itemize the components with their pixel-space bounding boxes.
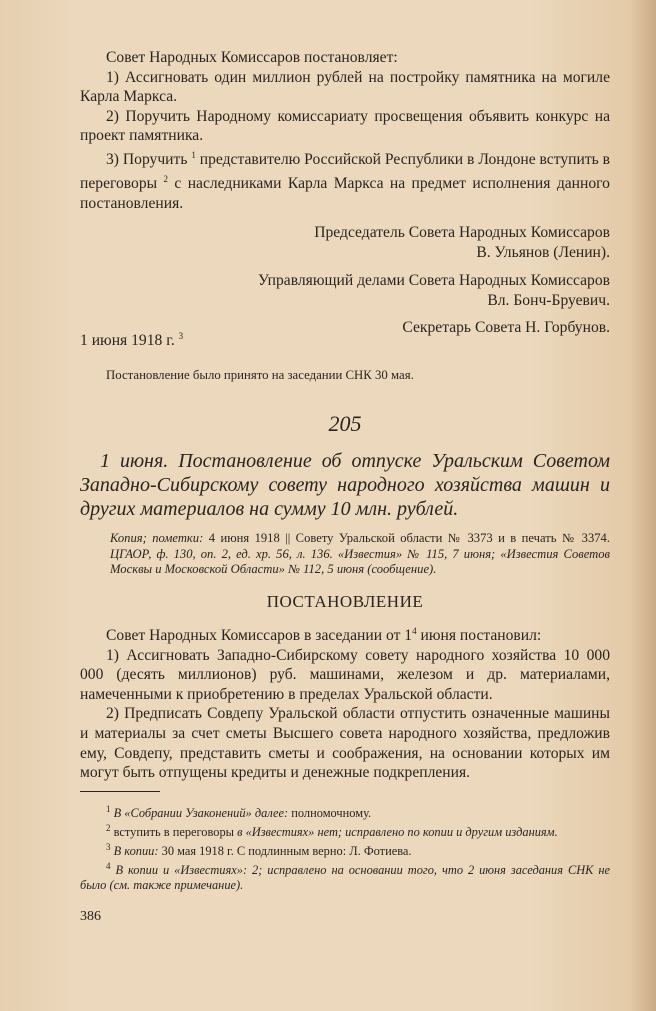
footnote-divider [80,791,160,792]
footnote-ref-3: 3 [178,331,184,342]
resolution-item-2: 2) Поручить Народному комиссариату просвещения объявить конкурс на проект памятника. [80,107,610,145]
source-marks: 4 июня 1918 || Совету Уральской области № 3373 и в печать № 3374. [208,531,610,546]
decree-intro-a: Совет Народных Комиссаров в заседании от 1 [106,627,413,644]
footnote-4 [80,859,610,893]
page-content [80,48,610,925]
decree-item-2: 2) Предписать Совдепу Уральской области отпустить означенные машины и материалы за счет сметы Высшего совета народного хозяйства, предложив ему, Совдепу, представить сметы и соображения, на основании которых им могут быть отпущены кредиты и денежные подкрепления. [80,705,610,782]
footnote-4-num: 4 [106,861,111,872]
decree-intro [80,622,610,646]
section-heading: ПОСТАНОВЛЕНИЕ [266,591,424,611]
footnote-3-num: 3 [106,842,111,852]
footnote-ref-2: 2 [163,173,169,184]
chair-title: Председатель Совета Народных Комиссаров [314,224,610,242]
item3-part-a: 3) Поручить [106,151,188,169]
footnote-4-italic: В копии и «Известиях»: 2; исправлено на основании того, что 2 июня заседания СНК не было (см. также примечание). [80,863,610,893]
footnote-3 [80,840,610,859]
source-label: Копия; пометки: [110,531,204,546]
footnote-1-text: полномочному. [291,805,372,820]
secretary: Секретарь Совета Н. Горбунов. [402,319,610,337]
resolution-intro: Совет Народных Комиссаров постановляет: [106,49,398,66]
decree-item-1: 1) Ассигновать Западно-Сибирскому совету народного хозяйства 10 000 000 (десять миллионов) руб. машинами, железом и др. материалами, намеченными к приобретению в пределах Уральской области. [80,646,610,703]
date-secretary-line [80,319,610,350]
date [80,319,183,350]
footnote-1-italic: В «Собрании Узаконений» далее: [113,805,289,820]
item3-part-b: представителю Российской Республики в Лондоне вступить в переговоры [80,151,611,192]
footnote-1-num: 1 [106,803,111,814]
resolution-item-3 [80,146,610,213]
date-text: 1 июня 1918 г. [80,332,175,350]
resolution-item-1: 1) Ассигновать один миллион рублей на постройку памятника на могиле Карла Маркса. [80,68,610,106]
footnote-2 [80,821,610,840]
document-title: 1 июня. Постановление об отпуске Уральским Советом Западно-Сибирскому совету народного хозяйства машин и других материалов на сумму 10 млн. рублей. [80,450,610,521]
document-number: 205 [328,411,362,437]
manager-name: Вл. Бонч-Бруевич. [487,292,610,310]
chair-name: В. Ульянов (Ленин). [476,244,610,262]
footnote-2-text: вступить в переговоры [113,825,234,839]
page-number: 386 [80,909,101,925]
footnote-ref-4: 4 [412,625,417,636]
source-archive: ЦГАОР, ф. 130, оп. 2, ед. хр. 56, л. 136. «Известия» № 115, 7 июня; «Известия Советов Москвы и Московской Области» № 112, 5 июня (сообщение). [110,546,610,577]
footnote-2-italic: в «Известиях» нет; исправлено по копии и другим изданиям. [237,825,558,839]
decree-intro-b: июня постановил: [420,627,542,644]
footnote-3-text: 30 мая 1918 г. С подлинным верно: Л. Фотиева. [161,844,412,859]
adoption-note: Постановление было принято на заседании СНК 30 мая. [106,368,414,383]
footnote-ref-1: 1 [191,149,196,160]
source-reference [80,531,610,578]
footnote-3-italic: В копии: [113,844,159,859]
footnote-2-num: 2 [106,822,111,833]
item3-part-c: с наследниками Карла Маркса на предмет исполнения данного постановления. [80,174,610,212]
manager-title: Управляющий делами Совета Народных Комиссаров [257,272,610,290]
footnote-1 [80,802,610,821]
signature-block [80,223,610,350]
